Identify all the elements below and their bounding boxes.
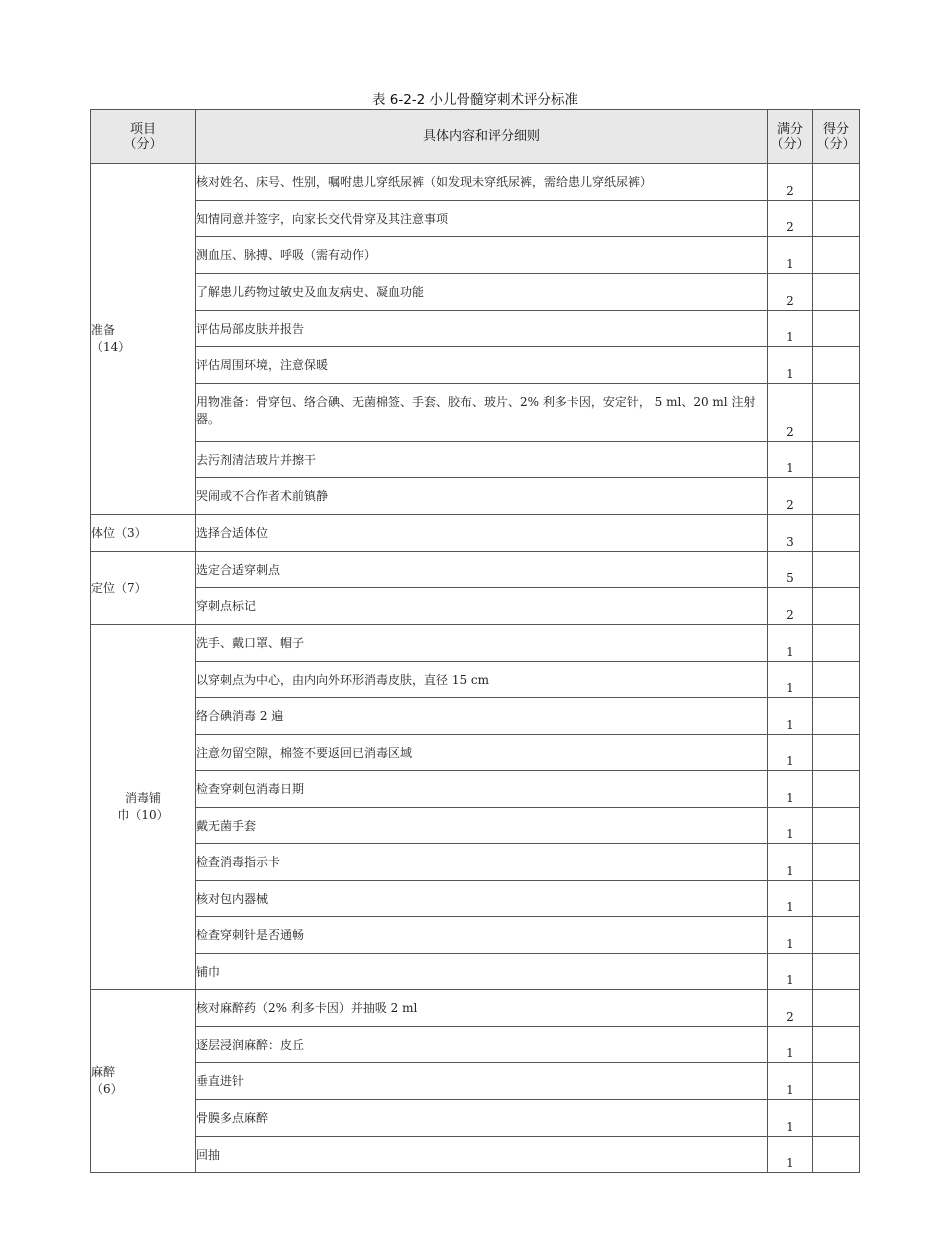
scoring-table [90, 109, 860, 1173]
table-row [91, 1100, 860, 1137]
max-score: 1 [768, 237, 813, 274]
max-score: 2 [768, 990, 813, 1027]
criteria-text: 核对姓名、床号、性别，嘱咐患儿穿纸尿裤（如发现未穿纸尿裤，需给患儿穿纸尿裤） [196, 164, 768, 201]
criteria-text: 洗手、戴口罩、帽子 [196, 625, 768, 662]
table-row [91, 625, 860, 662]
max-score: 1 [768, 881, 813, 917]
max-score: 1 [768, 735, 813, 771]
score-cell[interactable] [813, 698, 860, 735]
table-row [91, 442, 860, 478]
table-row [91, 917, 860, 954]
max-score: 2 [768, 478, 813, 515]
score-cell[interactable] [813, 237, 860, 274]
max-score: 1 [768, 662, 813, 698]
score-cell[interactable] [813, 478, 860, 515]
score-cell[interactable] [813, 990, 860, 1027]
score-cell[interactable] [813, 588, 860, 625]
max-score: 1 [768, 1137, 813, 1173]
score-cell[interactable] [813, 274, 860, 311]
max-score: 2 [768, 588, 813, 625]
table-row [91, 1137, 860, 1173]
section-label: 消毒铺 巾（10） [91, 625, 196, 990]
criteria-text: 络合碘消毒 2 遍 [196, 698, 768, 735]
criteria-text: 哭闹或不合作者术前镇静 [196, 478, 768, 515]
criteria-text: 检查穿刺包消毒日期 [196, 771, 768, 808]
score-cell[interactable] [813, 844, 860, 881]
criteria-text: 去污剂清洁玻片并擦干 [196, 442, 768, 478]
header-item: 项目 （分） [91, 110, 196, 164]
max-score: 1 [768, 625, 813, 662]
max-score: 1 [768, 1063, 813, 1100]
table-row [91, 771, 860, 808]
score-cell[interactable] [813, 625, 860, 662]
criteria-text: 检查消毒指示卡 [196, 844, 768, 881]
max-score: 2 [768, 164, 813, 201]
criteria-text: 选定合适穿刺点 [196, 552, 768, 588]
score-cell[interactable] [813, 954, 860, 990]
section-label: 体位（3） [91, 515, 196, 552]
table-row [91, 384, 860, 442]
criteria-text: 选择合适体位 [196, 515, 768, 552]
score-cell[interactable] [813, 1137, 860, 1173]
score-cell[interactable] [813, 917, 860, 954]
score-cell[interactable] [813, 881, 860, 917]
max-score: 1 [768, 442, 813, 478]
criteria-text: 骨膜多点麻醉 [196, 1100, 768, 1137]
score-cell[interactable] [813, 1100, 860, 1137]
criteria-text: 核对包内器械 [196, 881, 768, 917]
max-score: 3 [768, 515, 813, 552]
max-score: 1 [768, 311, 813, 347]
score-cell[interactable] [813, 442, 860, 478]
max-score: 1 [768, 698, 813, 735]
max-score: 5 [768, 552, 813, 588]
criteria-text: 垂直进针 [196, 1063, 768, 1100]
score-cell[interactable] [813, 552, 860, 588]
score-cell[interactable] [813, 384, 860, 442]
criteria-text: 回抽 [196, 1137, 768, 1173]
score-cell[interactable] [813, 662, 860, 698]
score-cell[interactable] [813, 735, 860, 771]
max-score: 2 [768, 384, 813, 442]
table-row [91, 990, 860, 1027]
header-detail: 具体内容和评分细则 [196, 110, 768, 164]
table-row [91, 881, 860, 917]
criteria-text: 评估周围环境，注意保暖 [196, 347, 768, 384]
table-row [91, 274, 860, 311]
score-cell[interactable] [813, 808, 860, 844]
table-row [91, 1027, 860, 1063]
table-row [91, 201, 860, 237]
score-cell[interactable] [813, 201, 860, 237]
criteria-text: 知情同意并签字，向家长交代骨穿及其注意事项 [196, 201, 768, 237]
score-cell[interactable] [813, 771, 860, 808]
criteria-text: 逐层浸润麻醉：皮丘 [196, 1027, 768, 1063]
table-row [91, 735, 860, 771]
header-row [91, 110, 860, 164]
score-cell[interactable] [813, 164, 860, 201]
table-row [91, 478, 860, 515]
section-label: 定位（7） [91, 552, 196, 625]
score-cell[interactable] [813, 311, 860, 347]
max-score: 1 [768, 808, 813, 844]
criteria-text: 注意勿留空隙，棉签不要返回已消毒区域 [196, 735, 768, 771]
max-score: 2 [768, 201, 813, 237]
max-score: 1 [768, 1100, 813, 1137]
max-score: 1 [768, 917, 813, 954]
criteria-text: 穿刺点标记 [196, 588, 768, 625]
table-row [91, 588, 860, 625]
table-row [91, 164, 860, 201]
score-cell[interactable] [813, 515, 860, 552]
criteria-text: 评估局部皮肤并报告 [196, 311, 768, 347]
max-score: 1 [768, 844, 813, 881]
criteria-text: 铺巾 [196, 954, 768, 990]
score-cell[interactable] [813, 1063, 860, 1100]
table-row [91, 662, 860, 698]
table-row [91, 698, 860, 735]
criteria-text: 戴无菌手套 [196, 808, 768, 844]
criteria-text: 核对麻醉药（2% 利多卡因）并抽吸 2 ml [196, 990, 768, 1027]
table-body [91, 164, 860, 1173]
table-row [91, 844, 860, 881]
header-score: 得分 （分） [813, 110, 860, 164]
table-caption: 表 6-2-2 小儿骨髓穿刺术评分标准 [371, 92, 579, 108]
criteria-text: 测血压、脉搏、呼吸（需有动作） [196, 237, 768, 274]
table-row [91, 237, 860, 274]
header-max: 满分 （分） [768, 110, 813, 164]
table-row [91, 1063, 860, 1100]
max-score: 1 [768, 1027, 813, 1063]
table-row [91, 515, 860, 552]
max-score: 1 [768, 347, 813, 384]
section-label: 麻醉 （6） [91, 990, 196, 1173]
max-score: 1 [768, 771, 813, 808]
table-row [91, 954, 860, 990]
score-cell[interactable] [813, 1027, 860, 1063]
table-row [91, 808, 860, 844]
max-score: 2 [768, 274, 813, 311]
table-row [91, 311, 860, 347]
criteria-text: 了解患儿药物过敏史及血友病史、凝血功能 [196, 274, 768, 311]
table-row [91, 552, 860, 588]
criteria-text: 检查穿刺针是否通畅 [196, 917, 768, 954]
score-cell[interactable] [813, 347, 860, 384]
criteria-text: 用物准备：骨穿包、络合碘、无菌棉签、手套、胶布、玻片、2% 利多卡因，安定针， 5 ml、20 ml 注射器。 [196, 384, 768, 442]
table-row [91, 347, 860, 384]
criteria-text: 以穿刺点为中心，由内向外环形消毒皮肤，直径 15 cm [196, 662, 768, 698]
max-score: 1 [768, 954, 813, 990]
section-label: 准备 （14） [91, 164, 196, 515]
